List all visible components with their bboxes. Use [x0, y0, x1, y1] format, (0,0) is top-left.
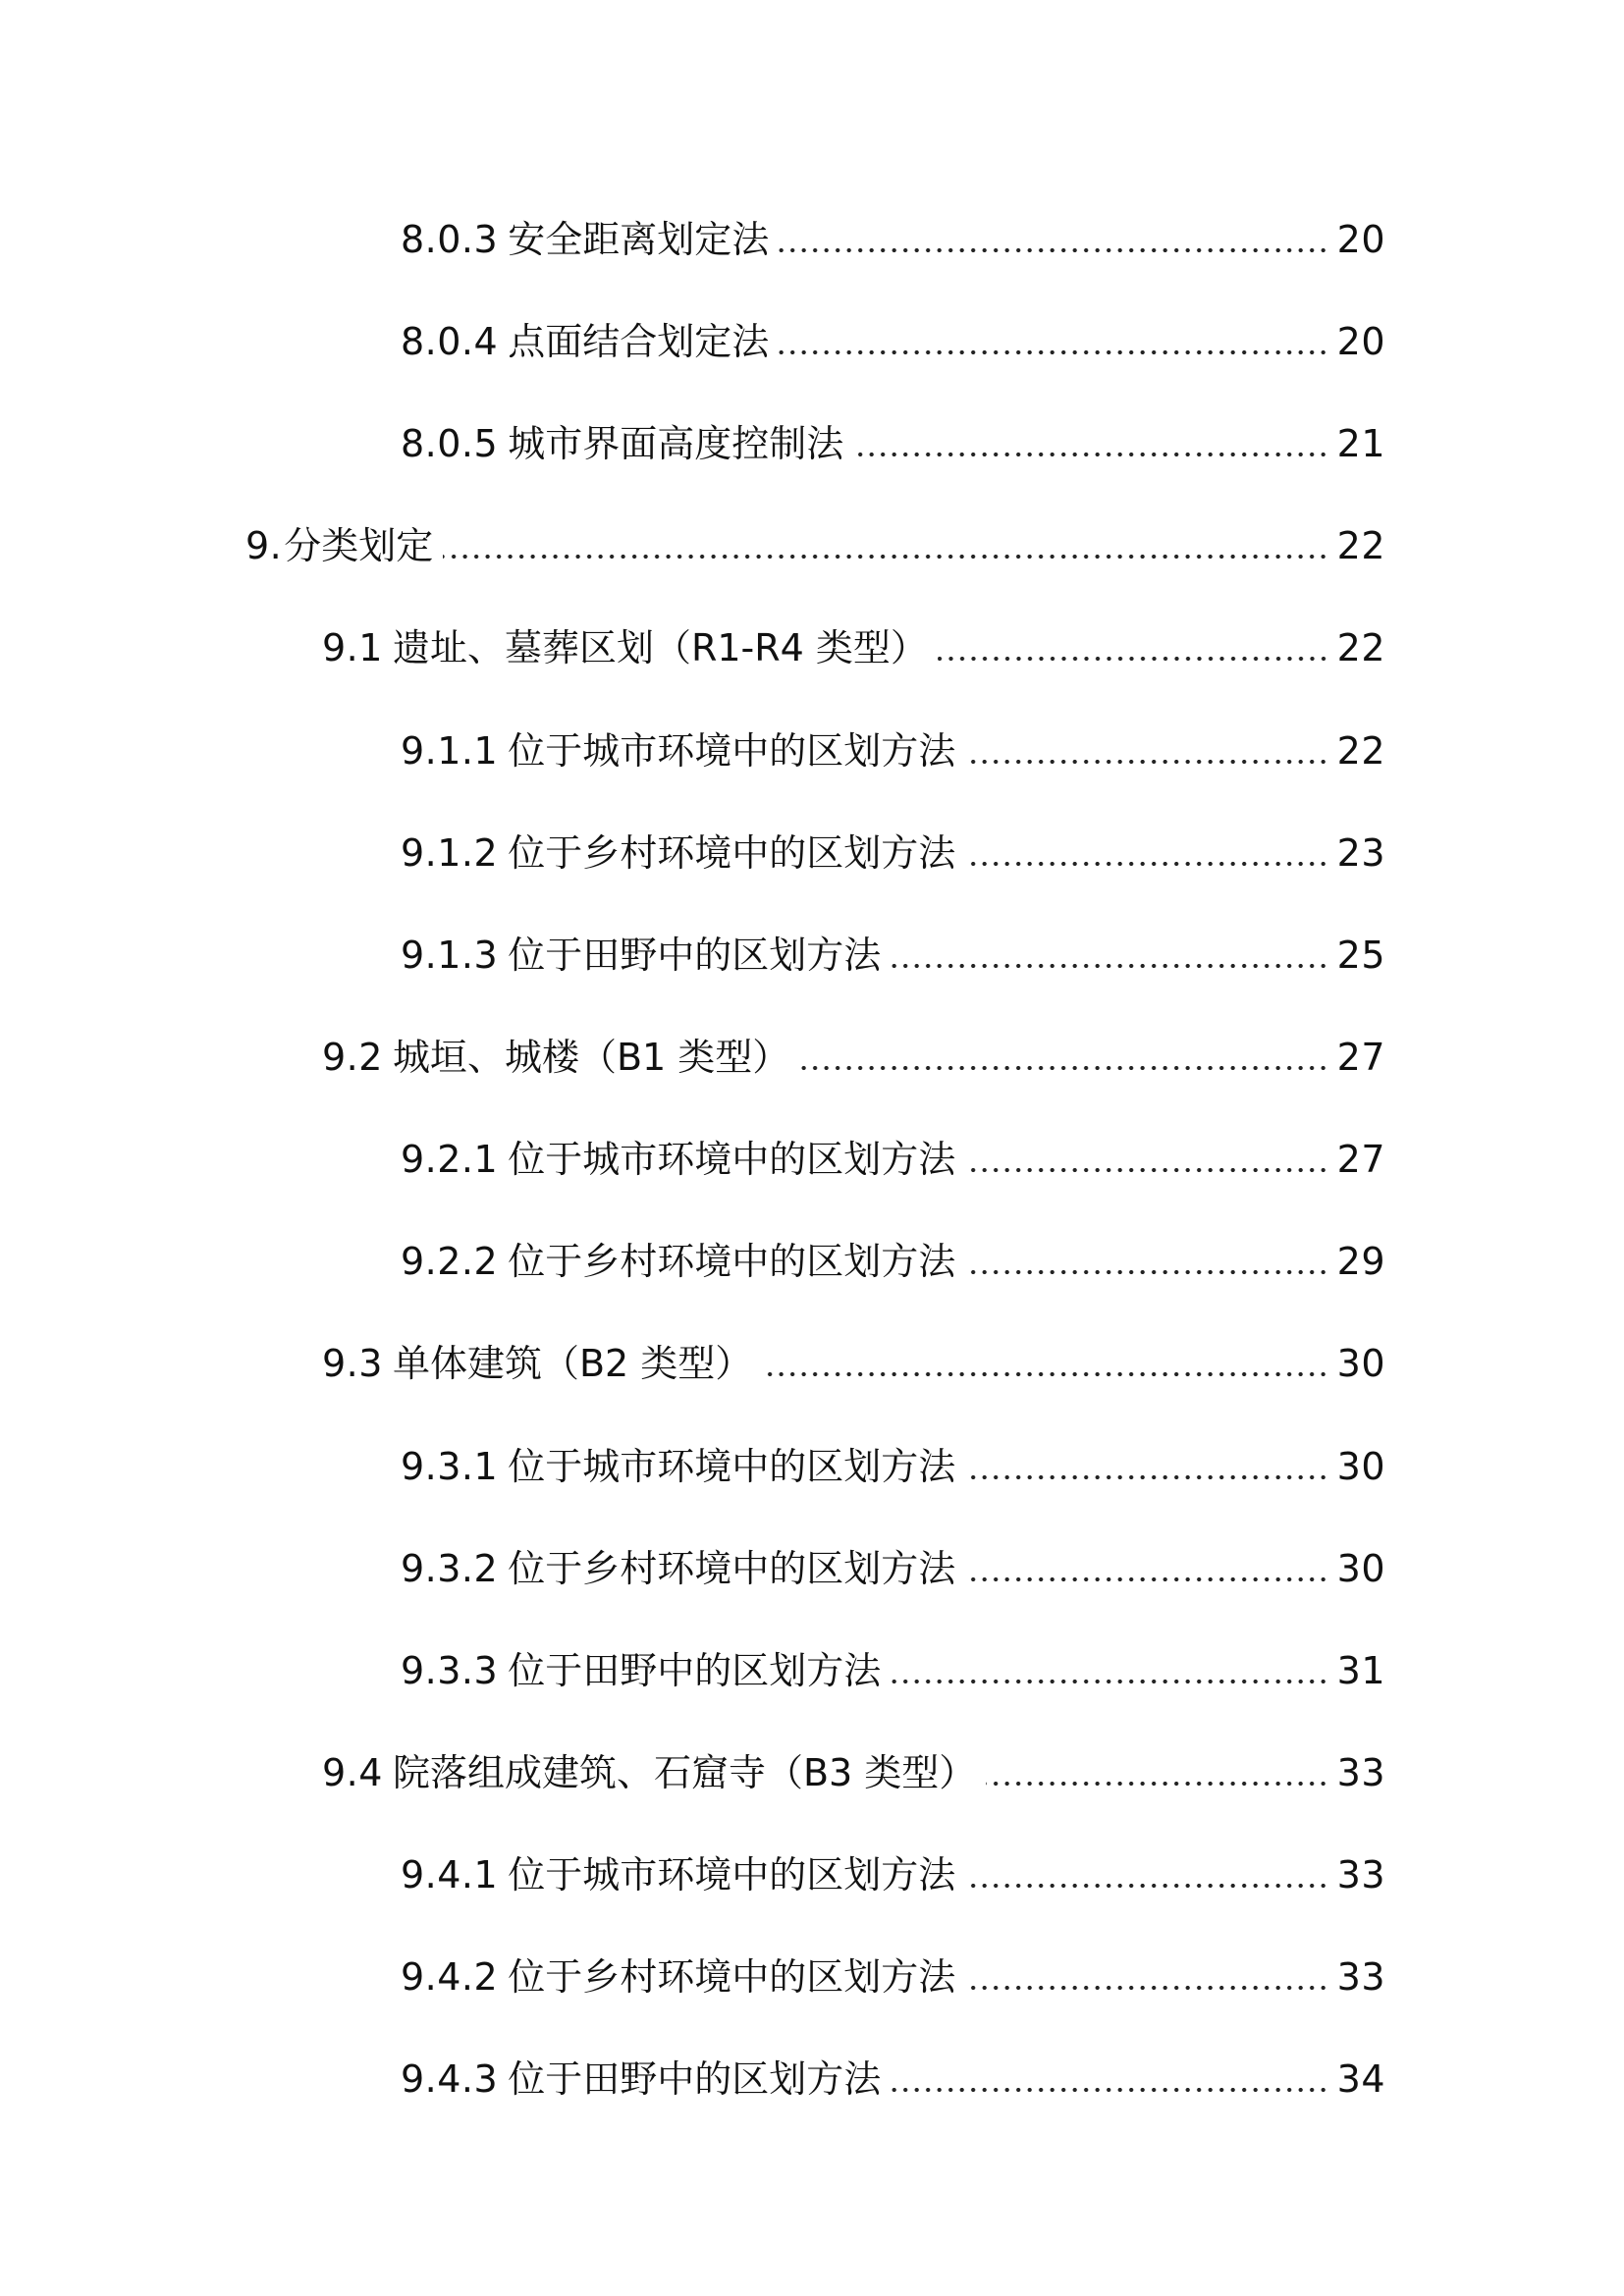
toc-entry-title: 位于田野中的区划方法 [508, 1649, 882, 1692]
toc-entry-page: 30 [1336, 1445, 1385, 1488]
dot-leader [779, 347, 1328, 357]
dot-leader [799, 1063, 1328, 1073]
toc-entry-page: 21 [1336, 422, 1385, 465]
toc-entry-9-1-3[interactable] [401, 928, 1385, 983]
toc-entry-number: 9.1.3 [401, 934, 499, 977]
toc-entry-number: 9.2.1 [401, 1138, 499, 1181]
toc-entry-9-4-2[interactable] [401, 1949, 1385, 2004]
toc-entry-9-2-1[interactable] [401, 1132, 1385, 1187]
toc-entry-page: 31 [1336, 1649, 1385, 1692]
toc-entry-9[interactable] [245, 518, 1385, 573]
dot-leader [965, 1472, 1328, 1482]
toc-entry-page: 23 [1336, 831, 1385, 875]
toc-entry-number: 8.0.4 [401, 320, 499, 363]
toc-entry-title: 位于田野中的区划方法 [508, 934, 882, 977]
toc-entry-title: 分类划定 [284, 524, 434, 567]
toc-entry-number: 9.3 [322, 1342, 383, 1385]
toc-entry-page: 34 [1336, 2057, 1385, 2101]
toc-entry-page: 33 [1336, 1853, 1385, 1896]
toc-entry-title: 位于乡村环境中的区划方法 [508, 1240, 956, 1283]
toc-entry-number: 9. [245, 524, 283, 567]
dot-leader [965, 757, 1328, 767]
dot-leader [762, 1369, 1328, 1379]
dot-leader [965, 859, 1328, 869]
toc-entry-9-2[interactable] [322, 1030, 1385, 1085]
toc-entry-number: 9.4.2 [401, 1955, 499, 1999]
toc-entry-title: 点面结合划定法 [508, 320, 770, 363]
toc-entry-9-1-1[interactable] [401, 723, 1385, 778]
toc-entry-page: 30 [1336, 1547, 1385, 1590]
toc-entry-page: 27 [1336, 1036, 1385, 1079]
toc-entry-title: 位于乡村环境中的区划方法 [508, 1547, 956, 1590]
toc-entry-9-3-2[interactable] [401, 1541, 1385, 1596]
dot-leader [965, 1983, 1328, 1993]
toc-entry-8-0-5[interactable] [401, 416, 1385, 471]
toc-entry-title: 遗址、墓葬区划（R1-R4 类型） [392, 626, 928, 669]
toc-entry-page: 22 [1336, 626, 1385, 669]
toc-entry-9-1-2[interactable] [401, 826, 1385, 881]
dot-leader [965, 1165, 1328, 1175]
toc-entry-title: 单体建筑（B2 类型） [392, 1342, 753, 1385]
toc-entry-number: 8.0.3 [401, 218, 499, 261]
toc-entry-9-3-3[interactable] [401, 1643, 1385, 1698]
dot-leader [853, 450, 1328, 459]
toc-entry-number: 9.3.3 [401, 1649, 499, 1692]
toc-entry-number: 9.3.2 [401, 1547, 499, 1590]
toc-entry-title: 城垣、城楼（B1 类型） [392, 1036, 790, 1079]
dot-leader [891, 961, 1328, 971]
toc-entry-number: 9.1 [322, 626, 383, 669]
dot-leader [986, 1779, 1328, 1789]
dot-leader [965, 1881, 1328, 1891]
toc-entry-title: 位于乡村环境中的区划方法 [508, 831, 956, 875]
dot-leader [965, 1267, 1328, 1277]
toc-entry-title: 位于城市环境中的区划方法 [508, 1445, 956, 1488]
toc-entry-page: 22 [1336, 524, 1385, 567]
toc-entry-9-3-1[interactable] [401, 1439, 1385, 1494]
toc-entry-number: 9.4.3 [401, 2057, 499, 2101]
toc-entry-8-0-3[interactable] [401, 212, 1385, 267]
toc-entry-title: 位于城市环境中的区划方法 [508, 729, 956, 773]
toc-entry-number: 9.4.1 [401, 1853, 499, 1896]
toc-entry-9-2-2[interactable] [401, 1234, 1385, 1289]
toc-entry-page: 30 [1336, 1342, 1385, 1385]
toc-entry-page: 33 [1336, 1751, 1385, 1794]
toc-entry-number: 9.3.1 [401, 1445, 499, 1488]
toc-entry-title: 位于城市环境中的区划方法 [508, 1853, 956, 1896]
dot-leader [938, 654, 1329, 664]
toc-entry-title: 安全距离划定法 [508, 218, 770, 261]
toc-entry-title: 位于城市环境中的区划方法 [508, 1138, 956, 1181]
dot-leader [891, 1677, 1328, 1686]
toc-entry-9-1[interactable] [322, 620, 1385, 675]
toc-entry-8-0-4[interactable] [401, 314, 1385, 369]
toc-entry-9-3[interactable] [322, 1336, 1385, 1391]
toc-entry-page: 29 [1336, 1240, 1385, 1283]
toc-entry-number: 9.1.2 [401, 831, 499, 875]
toc-entry-number: 9.2 [322, 1036, 383, 1079]
dot-leader [779, 245, 1328, 255]
dot-leader [443, 552, 1328, 561]
toc-entry-page: 20 [1336, 218, 1385, 261]
toc-entry-title: 院落组成建筑、石窟寺（B3 类型） [392, 1751, 977, 1794]
toc-entry-page: 22 [1336, 729, 1385, 773]
toc-entry-number: 9.2.2 [401, 1240, 499, 1283]
toc-entry-title: 城市界面高度控制法 [508, 422, 844, 465]
toc-entry-page: 20 [1336, 320, 1385, 363]
dot-leader [965, 1575, 1328, 1584]
dot-leader [891, 2085, 1328, 2095]
toc-entry-number: 8.0.5 [401, 422, 499, 465]
toc-entry-number: 9.4 [322, 1751, 383, 1794]
toc-entry-number: 9.1.1 [401, 729, 499, 773]
toc-entry-page: 25 [1336, 934, 1385, 977]
toc-entry-9-4-3[interactable] [401, 2052, 1385, 2107]
toc-entry-9-4-1[interactable] [401, 1847, 1385, 1902]
toc-entry-page: 33 [1336, 1955, 1385, 1999]
toc-entry-page: 27 [1336, 1138, 1385, 1181]
toc-entry-9-4[interactable] [322, 1745, 1385, 1800]
toc-entry-title: 位于乡村环境中的区划方法 [508, 1955, 956, 1999]
toc-entry-title: 位于田野中的区划方法 [508, 2057, 882, 2101]
